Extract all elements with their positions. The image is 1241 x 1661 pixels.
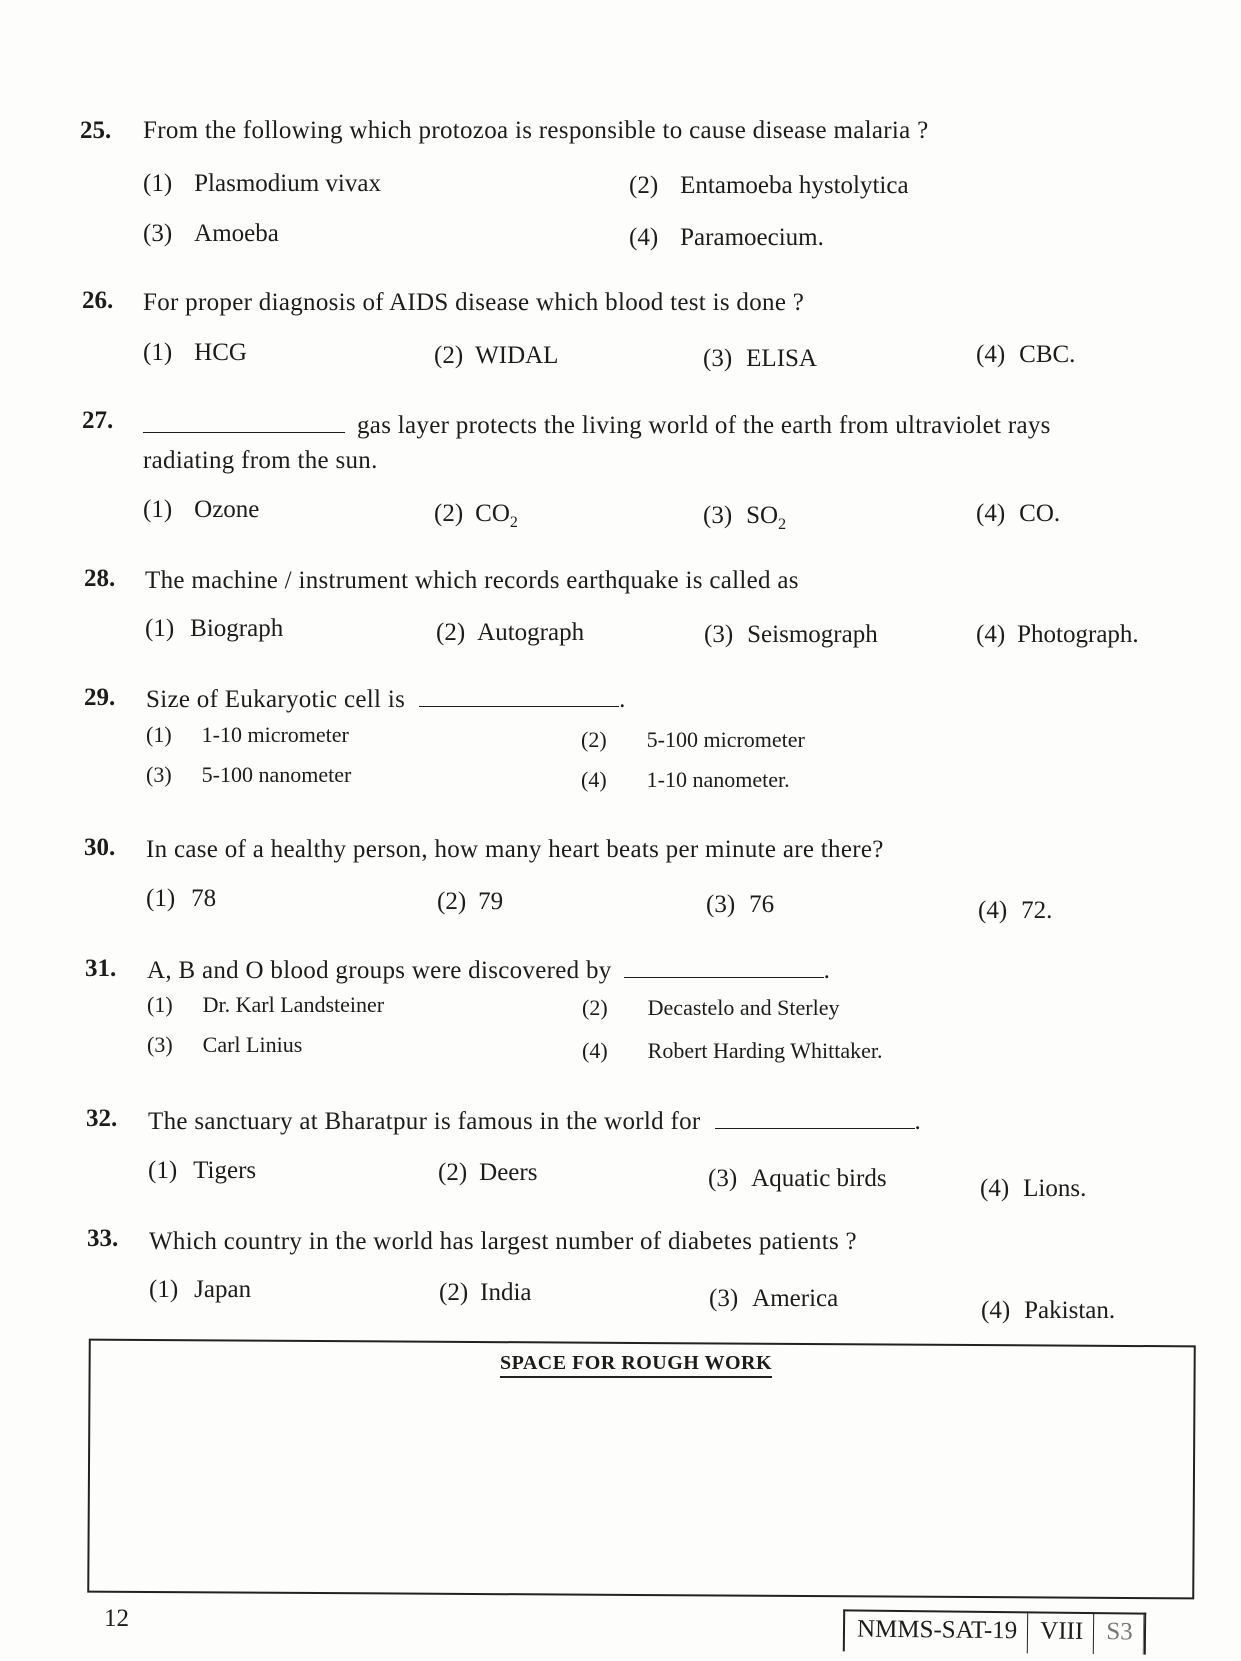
question-28-option-1: (1) Biograph	[145, 615, 284, 642]
question-31-option-3: (3) Carl Linius	[147, 1032, 303, 1057]
question-25-option-4: (4) Paramoecium.	[629, 224, 824, 251]
question-26-text: For proper diagnosis of AIDS disease which blood test is done ?	[143, 289, 805, 316]
question-25-number: 25.	[80, 117, 112, 144]
question-33-option-1: (1) Japan	[149, 1276, 252, 1303]
question-31-option-2: (2) Decastelo and Sterley	[582, 995, 840, 1020]
question-33-option-3: (3) America	[709, 1285, 839, 1312]
footer-code-exam: NMMS-SAT-19	[845, 1611, 1029, 1653]
question-27-option-2: (2) $CO_2$	[434, 500, 518, 531]
question-28-option-3: (3) Seismograph	[704, 621, 878, 648]
answer-blank	[624, 977, 824, 978]
footer-code-class: VIII	[1028, 1613, 1094, 1654]
question-32-number: 32.	[86, 1105, 118, 1132]
answer-blank	[715, 1128, 915, 1129]
question-27-number: 27.	[82, 407, 114, 434]
rough-work-title: SPACE FOR ROUGH WORK	[500, 1352, 772, 1378]
question-27-option-3: (3) $SO_2$	[703, 502, 787, 533]
question-29-text: Size of Eukaryotic cell is .	[146, 686, 626, 713]
question-26-number: 26.	[82, 287, 114, 314]
question-31-text: A, B and O blood groups were discovered by .	[147, 957, 831, 984]
question-26-option-2: (2) WIDAL	[434, 342, 559, 369]
answer-blank	[143, 432, 345, 433]
question-26-option-4: (4) CBC.	[976, 341, 1076, 368]
question-30-option-1: (1) 78	[146, 885, 217, 912]
question-31-number: 31.	[85, 955, 117, 982]
question-28-option-4: (4) Photograph.	[976, 621, 1139, 648]
page-number: 12	[104, 1605, 129, 1632]
question-29-option-1: (1) 1-10 micrometer	[146, 722, 349, 747]
question-29-option-4: (4) 1-10 nanometer.	[581, 767, 790, 792]
question-25-option-3: (3) Amoeba	[143, 220, 279, 247]
answer-blank	[419, 706, 619, 707]
question-30-text: In case of a healthy person, how many heart beats per minute are there?	[146, 836, 884, 863]
footer-code-set: S3	[1094, 1614, 1144, 1655]
question-30-option-4: (4) 72.	[978, 897, 1053, 924]
question-30-number: 30.	[84, 834, 116, 861]
question-32-option-2: (2) Deers	[438, 1159, 538, 1186]
question-32-text: The sanctuary at Bharatpur is famous in the world for .	[148, 1108, 922, 1135]
question-31-option-4: (4) Robert Harding Whittaker.	[582, 1038, 883, 1063]
question-33-number: 33.	[87, 1225, 119, 1252]
question-31-option-1: (1) Dr. Karl Landsteiner	[147, 992, 385, 1017]
question-29-option-3: (3) 5-100 nanometer	[146, 762, 352, 787]
question-33-option-4: (4) Pakistan.	[981, 1297, 1116, 1324]
question-33-text: Which country in the world has largest number of diabetes patients ?	[149, 1228, 857, 1255]
question-32-option-3: (3) Aquatic birds	[708, 1165, 887, 1192]
question-27-text-line-1: gas layer protects the living world of the earth from ultraviolet rays	[143, 412, 1051, 440]
question-32-option-4: (4) Lions.	[980, 1175, 1087, 1202]
question-27-text-line-2: radiating from the sun.	[143, 447, 378, 474]
question-28-text: The machine / instrument which records earthquake is called as	[145, 567, 799, 594]
question-25-option-1: (1) Plasmodium vivax	[143, 170, 381, 197]
question-26-option-1: (1) HCG	[143, 339, 247, 366]
question-30-option-3: (3) 76	[706, 891, 775, 918]
question-28-number: 28.	[84, 565, 116, 592]
footer-code-box	[843, 1609, 1146, 1654]
question-25-option-2: (2) Entamoeba hystolytica	[629, 172, 909, 199]
question-26-option-3: (3) ELISA	[703, 345, 817, 372]
question-29-number: 29.	[84, 684, 116, 711]
question-27-option-1: (1) Ozone	[143, 496, 260, 523]
question-25-text: From the following which protozoa is responsible to cause disease malaria ?	[143, 117, 929, 144]
question-28-option-2: (2) Autograph	[436, 619, 585, 646]
question-32-option-1: (1) Tigers	[148, 1157, 257, 1184]
question-27-option-4: (4) CO.	[976, 500, 1061, 527]
question-33-option-2: (2) India	[439, 1279, 532, 1306]
question-30-option-2: (2) 79	[437, 888, 504, 915]
question-29-option-2: (2) 5-100 micrometer	[581, 727, 805, 752]
